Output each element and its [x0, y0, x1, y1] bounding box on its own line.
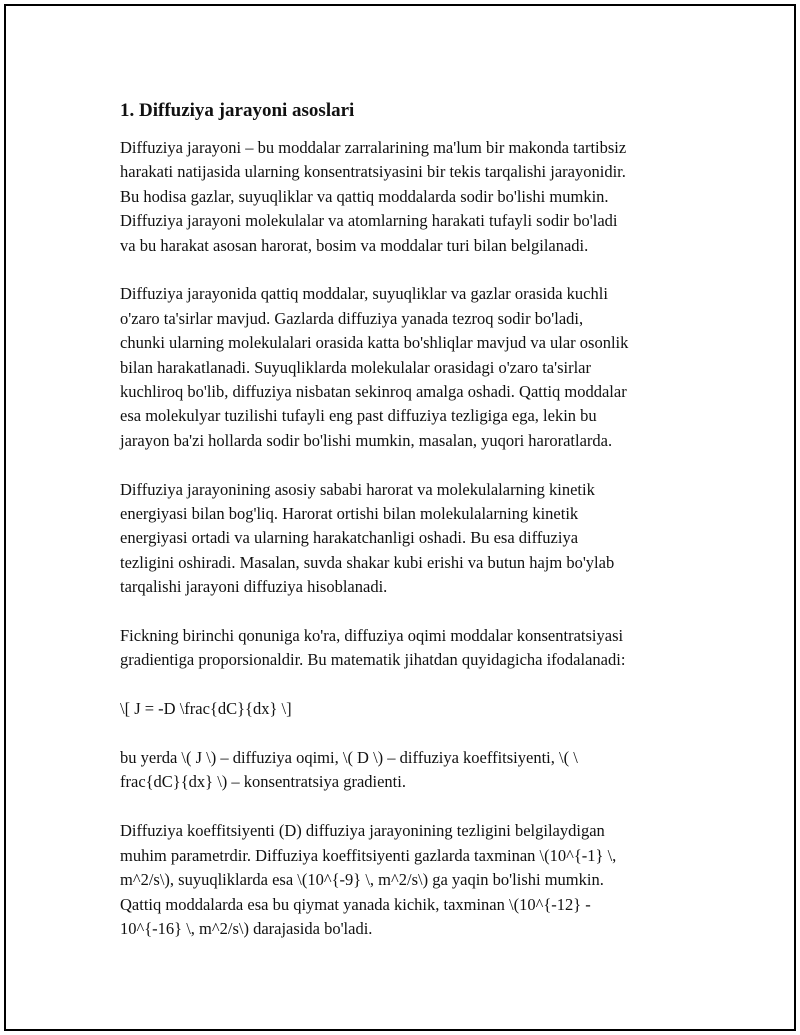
text-line: energiyasi bilan bog'liq. Harorat ortishi bilan molekulalarning kinetik — [120, 504, 579, 524]
paragraph-intro — [120, 136, 692, 258]
text-line: frac{dC}{dx} \) – konsentratsiya gradienti. — [120, 772, 406, 792]
equation-fick — [120, 697, 692, 721]
text-line: Diffuziya jarayonida qattiq moddalar, suyuqliklar va gazlar orasida kuchli — [120, 284, 608, 304]
equation-line: \[ J = -D \frac{dC}{dx} \] — [120, 699, 292, 719]
text-line: o'zaro ta'sirlar mavjud. Gazlarda diffuziya yanada tezroq sodir bo'ladi, — [120, 308, 584, 328]
text-line: bilan harakatlanadi. Suyuqliklarda molekulalar orasidagi o'zaro ta'sirlar — [120, 357, 591, 377]
text-line: Diffuziya jarayonining asosiy sababi harorat va molekulalarning kinetik — [120, 479, 595, 499]
text-line: 10^{-16} \, m^2/s\) darajasida bo'ladi. — [120, 918, 373, 938]
text-line: energiyasi ortadi va ularning harakatchanligi oshadi. Bu esa diffuziya — [120, 528, 579, 548]
text-line: m^2/s\), suyuqliklarda esa \(10^{-9} \, m^2/s\) ga yaqin bo'lishi mumkin. — [120, 870, 604, 890]
text-line: jarayon ba'zi hollarda sodir bo'lishi mumkin, masalan, yuqori haroratlarda. — [120, 430, 613, 450]
paragraph-fick-law — [120, 624, 692, 673]
text-line: esa molekulyar tuzilishi tufayli eng past diffuziya tezligiga ega, lekin bu — [120, 406, 597, 426]
text-line: Qattiq moddalarda esa bu qiymat yanada kichik, taxminan \(10^{-12} - — [120, 894, 591, 914]
text-line: Diffuziya koeffitsiyenti (D) diffuziya jarayonining tezligini belgilaydigan — [120, 821, 605, 841]
document-body — [120, 98, 692, 966]
section-title: 1. Diffuziya jarayoni asoslari — [120, 100, 355, 121]
text-line: kuchliroq bo'lib, diffuziya nisbatan sekinroq amalga oshadi. Qattiq moddalar — [120, 382, 627, 402]
text-line: tarqalishi jarayoni diffuziya hisoblanadi. — [120, 577, 388, 597]
text-line: va bu harakat asosan harorat, bosim va moddalar turi bilan belgilanadi. — [120, 235, 589, 255]
text-line: bu yerda \( J \) – diffuziya oqimi, \( D \) – diffuziya koeffitsiyenti, \( \ — [120, 748, 578, 768]
text-line: Diffuziya jarayoni molekulalar va atomlarning harakati tufayli sodir bo'ladi — [120, 211, 618, 231]
paragraph-states-of-matter — [120, 282, 692, 453]
text-line: Diffuziya jarayoni – bu moddalar zarralarining ma'lum bir makonda tartibsiz — [120, 138, 627, 157]
text-line: harakati natijasida ularning konsentratsiyasini bir tekis tarqalishi jarayonidir. — [120, 162, 626, 182]
text-line: Bu hodisa gazlar, suyuqliklar va qattiq moddalarda sodir bo'lishi mumkin. — [120, 186, 609, 206]
paragraph-temperature — [120, 478, 692, 600]
page-frame — [4, 4, 796, 1031]
text-line: chunki ularning molekulalari orasida katta bo'shliqlar mavjud va ular osonlik — [120, 333, 629, 353]
text-line: gradientiga proporsionaldir. Bu matematik jihatdan quyidagicha ifodalanadi: — [120, 650, 626, 670]
paragraph-equation-terms — [120, 746, 692, 795]
text-line: tezligini oshiradi. Masalan, suvda shakar kubi erishi va butun hajm bo'ylab — [120, 552, 615, 572]
paragraph-diffusion-coefficient — [120, 819, 692, 941]
text-line: muhim parametrdir. Diffuziya koeffitsiyenti gazlarda taxminan \(10^{-1} \, — [120, 845, 617, 865]
text-line: Fickning birinchi qonuniga ko'ra, diffuziya oqimi moddalar konsentratsiyasi — [120, 626, 624, 646]
